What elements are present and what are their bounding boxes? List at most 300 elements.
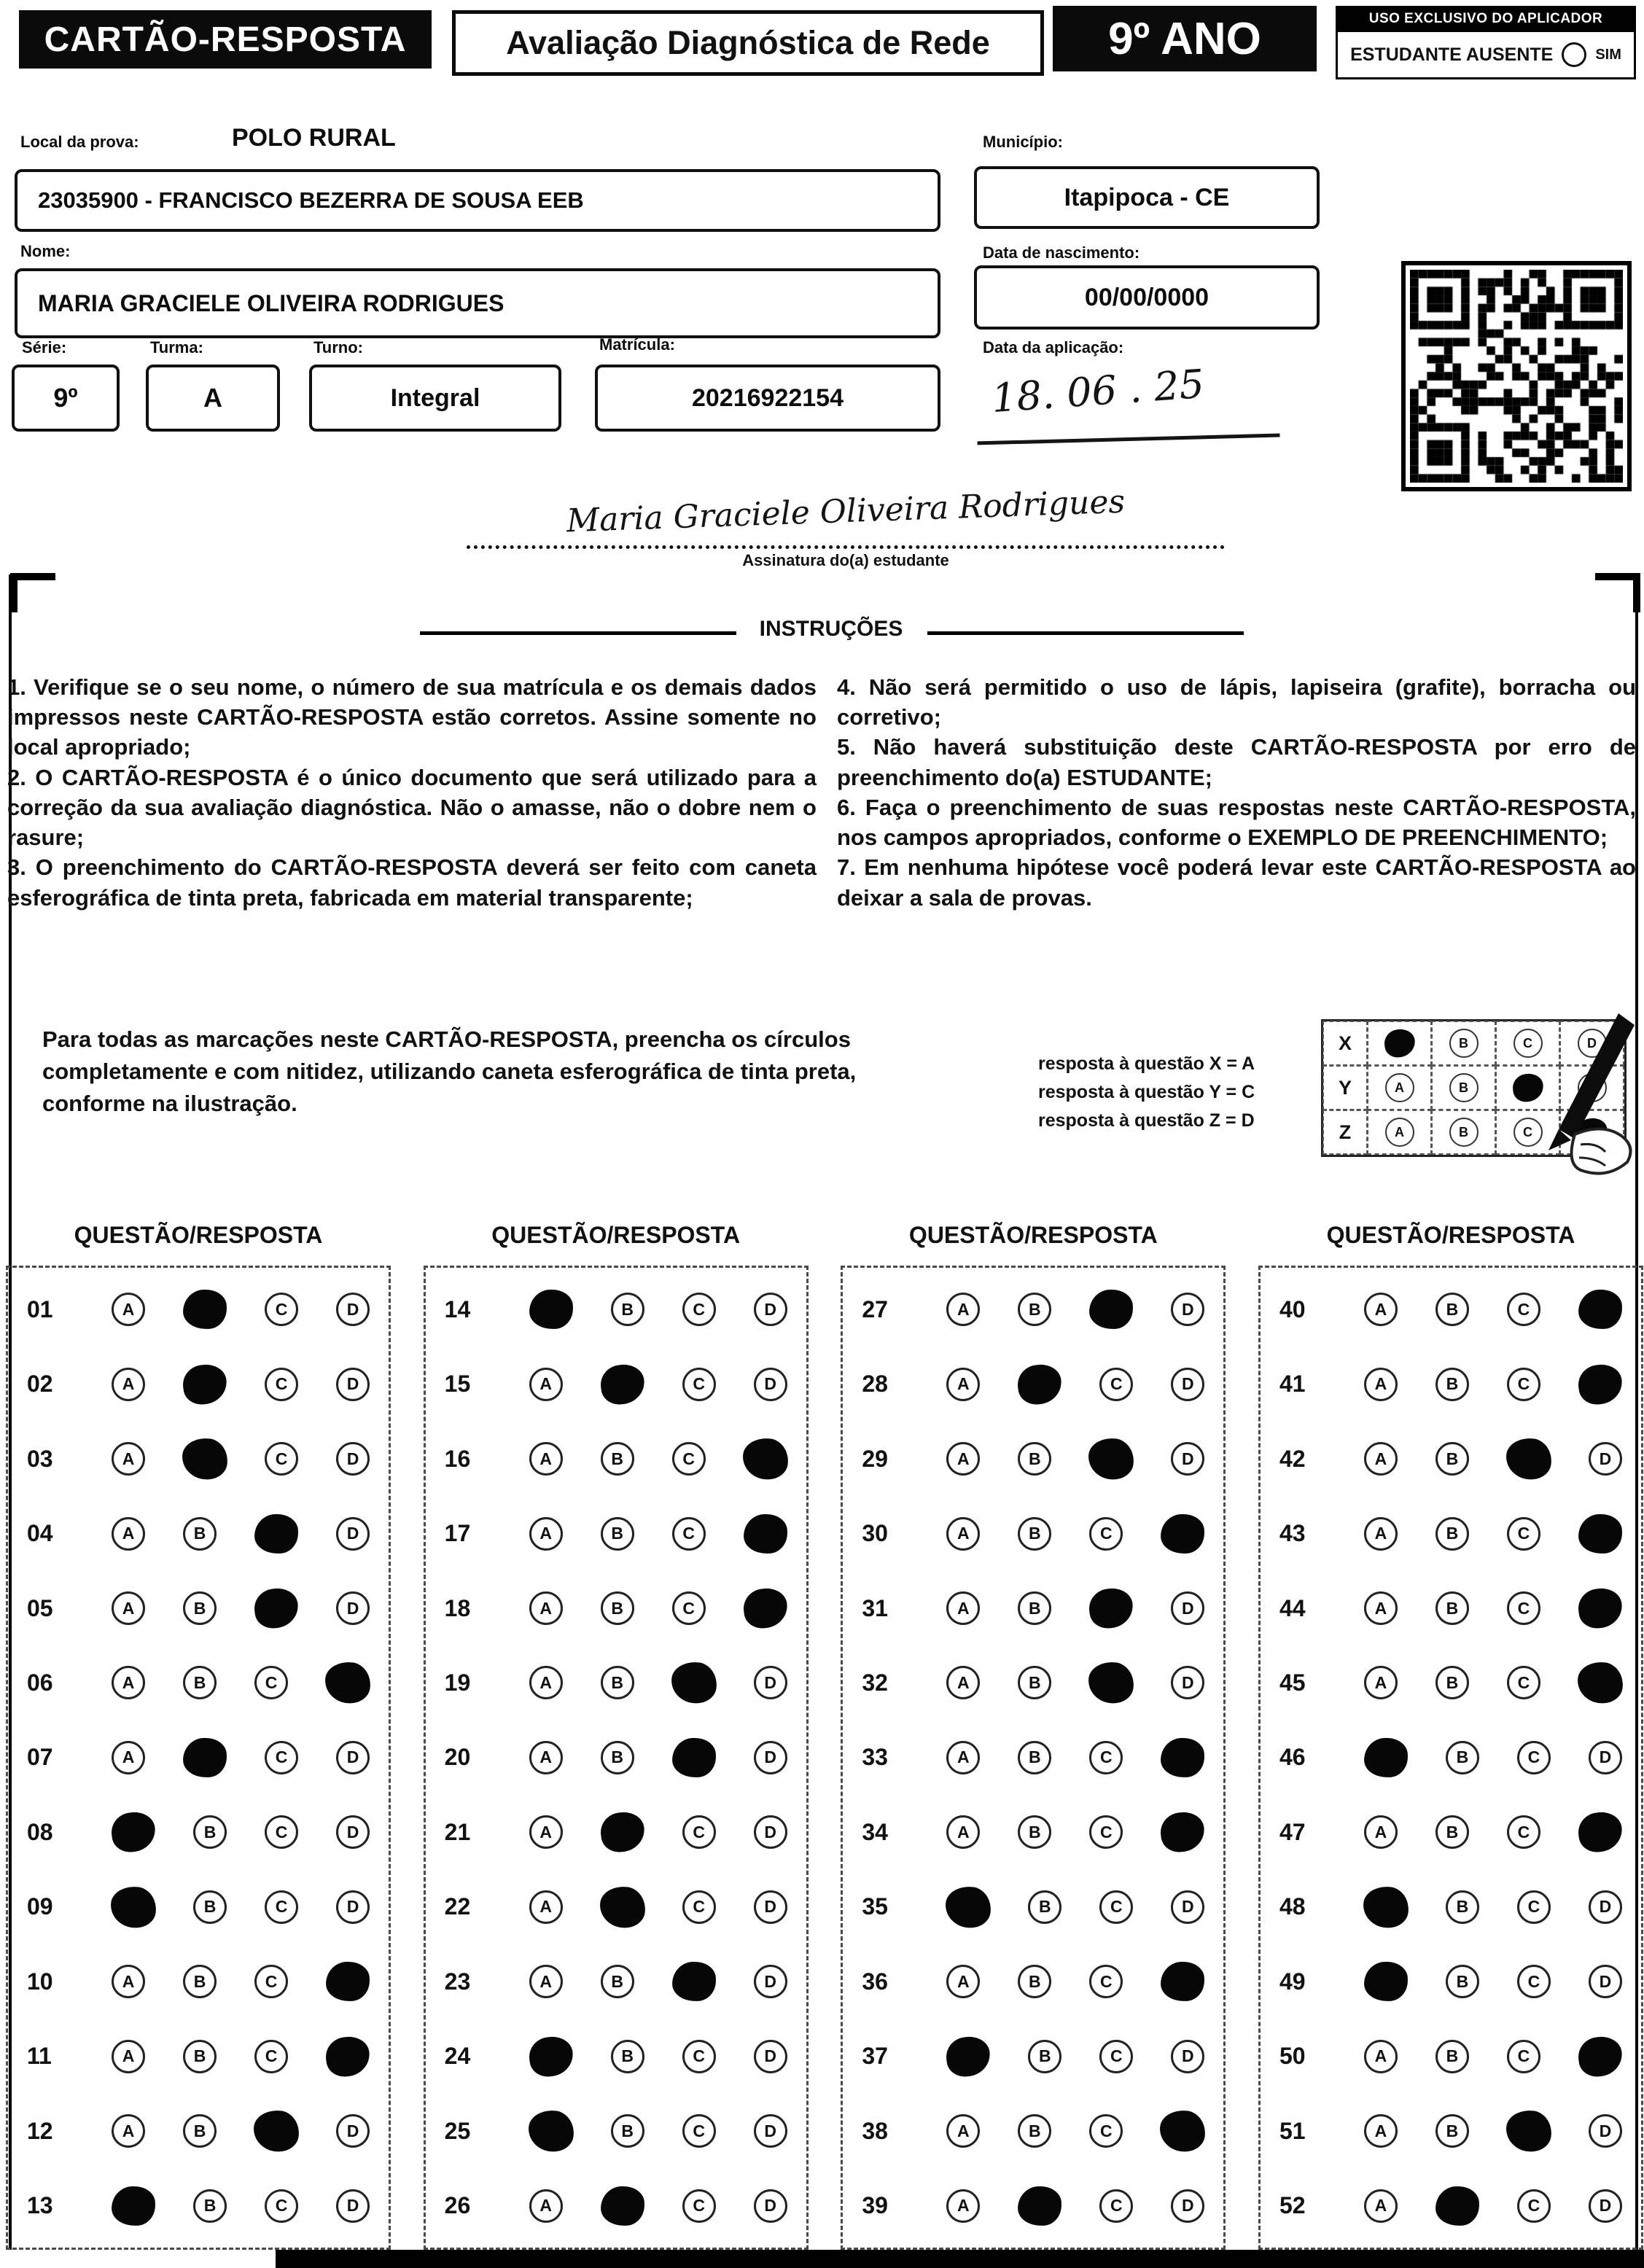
answer-bubble[interactable]: C [1517, 2189, 1551, 2223]
corner-mark-right [1595, 573, 1640, 612]
answer-bubble[interactable]: C [1507, 1517, 1540, 1551]
answer-bubble[interactable]: A [112, 2114, 145, 2148]
answer-bubble[interactable]: A [946, 1591, 980, 1625]
answer-bubble-filled[interactable] [1160, 1737, 1205, 1778]
answer-row [426, 1439, 806, 1478]
answer-bubble[interactable]: D [754, 1741, 787, 1774]
answer-bubble-filled[interactable] [741, 1436, 790, 1481]
answer-bubble[interactable]: A [946, 1442, 980, 1476]
answer-row [1261, 1514, 1641, 1554]
answer-bubble[interactable]: B [183, 2040, 217, 2073]
answer-bubble-filled[interactable] [671, 1737, 717, 1778]
answer-bubble-filled[interactable] [600, 2186, 645, 2226]
answer-bubble[interactable]: A [946, 2114, 980, 2148]
answer-bubble[interactable]: B [611, 2040, 644, 2073]
answer-bubble[interactable]: A [946, 1965, 980, 1998]
answer-bubble[interactable]: C [672, 1517, 706, 1551]
answer-bubble[interactable]: C [1089, 1741, 1123, 1774]
answer-bubble-filled[interactable] [1504, 2108, 1554, 2154]
question-number: 46 [1279, 1744, 1306, 1771]
answer-bubble[interactable]: D [336, 1442, 370, 1476]
answer-row [1261, 1663, 1641, 1702]
answer-bubble-filled[interactable] [529, 1289, 574, 1330]
answer-bubble[interactable]: A [529, 2189, 563, 2223]
answer-row [1261, 1887, 1641, 1927]
answer-bubble-filled[interactable] [1086, 1660, 1136, 1705]
answer-bubble[interactable]: C [1089, 2114, 1123, 2148]
answer-bubble[interactable]: B [1018, 1517, 1051, 1551]
example-bubble: B [1449, 1118, 1479, 1147]
question-number: 07 [27, 1744, 53, 1771]
answer-bubble[interactable]: C [682, 1890, 716, 1924]
answer-bubble[interactable]: A [529, 1666, 563, 1699]
answer-bubble[interactable]: D [1171, 2189, 1204, 2223]
absent-sim-bubble[interactable] [1562, 42, 1586, 67]
exam-title: Avaliação Diagnóstica de Rede [452, 10, 1044, 76]
answer-bubble-filled[interactable] [325, 1961, 370, 2002]
answer-bubble[interactable]: B [183, 1666, 217, 1699]
answer-bubble[interactable]: C [1099, 1368, 1133, 1401]
answer-bubble[interactable]: B [601, 1591, 634, 1625]
instructions-rule-right [927, 631, 1244, 635]
serie-label: Série: [22, 338, 67, 356]
answer-bubble-filled[interactable] [1578, 1289, 1623, 1330]
question-number: 06 [27, 1669, 53, 1696]
answer-bubble-filled[interactable] [323, 1660, 373, 1705]
answer-bubble[interactable]: D [754, 1293, 787, 1326]
answer-bubble[interactable]: D [336, 1368, 370, 1401]
answer-bubble[interactable]: C [254, 1666, 288, 1699]
answer-bubble[interactable]: C [1089, 1815, 1123, 1849]
answer-row [8, 1663, 389, 1702]
question-number: 13 [27, 2192, 53, 2219]
answer-bubble[interactable]: B [1028, 2040, 1061, 2073]
answer-bubble[interactable]: B [1435, 1666, 1469, 1699]
answer-bubble[interactable]: A [1364, 2040, 1398, 2073]
example-bubble: D [1578, 1029, 1607, 1058]
answer-bubble[interactable]: B [183, 1591, 217, 1625]
answer-bubble-filled[interactable] [109, 1885, 158, 1930]
answer-bubble[interactable]: C [682, 1293, 716, 1326]
answer-bubble-filled[interactable] [1363, 1737, 1409, 1778]
answer-bubble-filled[interactable] [1017, 2186, 1062, 2226]
question-number: 08 [27, 1818, 53, 1845]
answer-bubble[interactable]: B [1018, 1591, 1051, 1625]
example-bubble: A [1385, 1118, 1414, 1147]
answer-bubble[interactable]: D [1171, 1591, 1204, 1625]
answer-bubble[interactable]: A [946, 1741, 980, 1774]
signature-handwritten: Maria Graciele Oliveira Rodrigues [566, 483, 1126, 540]
answer-bubble[interactable]: B [1446, 1741, 1479, 1774]
instruction-item: 2. O CARTÃO-RESPOSTA é o único documento que será utilizado para a correção da sua avaliação diagnóstica. Não o amasse, não o dobre nem o rasure; [7, 764, 817, 851]
answer-bubble[interactable]: C [265, 1890, 298, 1924]
question-number: 45 [1279, 1669, 1306, 1696]
answer-bubble[interactable]: D [1589, 1442, 1622, 1476]
answer-bubble[interactable]: C [265, 1368, 298, 1401]
answer-bubble[interactable]: D [1171, 1890, 1204, 1924]
answer-bubble[interactable]: A [1364, 1815, 1398, 1849]
municipio-value: Itapipoca - CE [1064, 183, 1230, 211]
answer-bubble-filled[interactable] [1361, 1885, 1411, 1930]
answer-bubble[interactable]: A [529, 1368, 563, 1401]
answer-bubble[interactable]: B [611, 1293, 644, 1326]
answer-row [426, 1290, 806, 1329]
answer-bubble[interactable]: B [1018, 1666, 1051, 1699]
answer-bubble[interactable]: A [1364, 1442, 1398, 1476]
answer-bubble[interactable]: A [946, 1293, 980, 1326]
answer-bubble[interactable]: A [946, 1368, 980, 1401]
answer-bubble[interactable]: D [754, 1368, 787, 1401]
applicator-panel [1336, 6, 1636, 79]
question-number: 28 [862, 1371, 888, 1398]
answer-bubble[interactable]: B [1435, 2114, 1469, 2148]
answer-bubble[interactable]: D [336, 1293, 370, 1326]
answer-bubble[interactable]: D [336, 1591, 370, 1625]
answer-row [426, 1738, 806, 1777]
answer-bubble[interactable]: C [1089, 1965, 1123, 1998]
answer-bubble[interactable]: B [601, 1442, 634, 1476]
example-row-label: Z [1322, 1110, 1368, 1155]
aplicacao-label: Data da aplicação: [983, 338, 1124, 356]
answer-bubble[interactable]: D [1171, 1666, 1204, 1699]
answer-bubble[interactable]: B [1446, 1890, 1479, 1924]
answer-bubble[interactable]: C [682, 2114, 716, 2148]
answer-bubble-filled[interactable] [252, 1586, 300, 1631]
answer-bubble[interactable]: C [1099, 1890, 1133, 1924]
answer-bubble[interactable]: C [265, 1741, 298, 1774]
answer-row [843, 1962, 1223, 2001]
instructions-right [837, 672, 1636, 913]
answer-bubble[interactable]: C [682, 2040, 716, 2073]
corner-mark-left [10, 573, 55, 612]
answer-bubble[interactable]: B [1435, 2040, 1469, 2073]
answer-bubble[interactable]: D [336, 1890, 370, 1924]
question-number: 36 [862, 1968, 888, 1995]
answer-bubble-filled[interactable] [1086, 1436, 1136, 1481]
answer-bubble-filled[interactable] [1363, 1961, 1409, 2002]
answer-bubble[interactable]: B [1018, 1965, 1051, 1998]
matricula-field [595, 365, 940, 432]
answer-bubble[interactable]: B [601, 1666, 634, 1699]
answer-bubble[interactable]: D [754, 1666, 787, 1699]
answer-bubble-filled[interactable] [109, 1810, 157, 1855]
answer-bubble[interactable]: A [112, 1965, 145, 1998]
answer-bubble-filled[interactable] [1087, 1586, 1135, 1631]
question-number: 34 [862, 1818, 888, 1845]
example-bubble: A [1385, 1073, 1414, 1102]
answer-bubble-filled[interactable] [1576, 1586, 1624, 1631]
example-paragraph: Para todas as marcações neste CARTÃO-RESPOSTA, preencha os círculos completamente e com nitidez, utilizando caneta esferográfica de tinta preta, conforme na ilustração. [42, 1026, 857, 1117]
answer-bubble[interactable]: C [682, 1368, 716, 1401]
answer-bubble[interactable]: C [1507, 1815, 1540, 1849]
question-number: 48 [1279, 1893, 1306, 1920]
answer-bubble[interactable]: A [529, 1965, 563, 1998]
question-number: 24 [444, 2043, 471, 2070]
example-row-label: Y [1322, 1065, 1368, 1110]
answer-bubble[interactable]: A [112, 1591, 145, 1625]
answer-bubble[interactable]: B [183, 2114, 217, 2148]
answer-row [8, 2037, 389, 2076]
answer-bubble[interactable]: D [1171, 1442, 1204, 1476]
answer-bubble[interactable]: A [112, 1666, 145, 1699]
question-number: 18 [444, 1594, 471, 1621]
answer-bubble[interactable]: B [1435, 1815, 1469, 1849]
question-number: 02 [27, 1371, 53, 1398]
answer-bubble[interactable]: B [193, 2189, 227, 2223]
instruction-item: 6. Faça o preenchimento de suas respostas neste CARTÃO-RESPOSTA, nos campos apropriados, conforme o EXEMPLO DE PREENCHIMENTO; [837, 794, 1636, 851]
question-number: 47 [1279, 1818, 1306, 1845]
answer-bubble[interactable]: B [1028, 1890, 1061, 1924]
answer-bubble[interactable]: C [254, 1965, 288, 1998]
answer-bubble-filled[interactable] [181, 1362, 229, 1406]
answer-bubble[interactable]: C [1507, 1591, 1540, 1625]
example-cell [1367, 1110, 1432, 1155]
answer-bubble[interactable]: D [336, 1741, 370, 1774]
answer-bubble[interactable]: A [529, 1815, 563, 1849]
answer-bubble[interactable]: D [1589, 2114, 1622, 2148]
answer-bubble[interactable]: D [754, 1815, 787, 1849]
example-cell [1367, 1021, 1432, 1066]
answer-bubble[interactable]: D [1589, 1965, 1622, 1998]
answer-bubble[interactable]: A [1364, 1591, 1398, 1625]
answer-bubble[interactable]: A [1364, 1517, 1398, 1551]
answer-bubble-filled[interactable] [1576, 2034, 1624, 2078]
local-prova-label: Local da prova: [20, 133, 139, 151]
answer-bubble[interactable]: C [265, 1442, 298, 1476]
nome-label: Nome: [20, 242, 71, 260]
answer-bubble-filled[interactable] [182, 1737, 227, 1778]
example-legend [1038, 1050, 1330, 1134]
instructions-rule-left [420, 631, 736, 635]
answer-bubble[interactable]: A [1364, 1666, 1398, 1699]
answer-bubble[interactable]: C [265, 1293, 298, 1326]
answer-bubble[interactable]: B [1018, 1293, 1051, 1326]
answer-bubble[interactable]: C [1517, 1965, 1551, 1998]
answer-bubble[interactable]: B [601, 1741, 634, 1774]
answer-bubble[interactable]: C [254, 2040, 288, 2073]
answer-bubble-filled[interactable] [943, 1885, 993, 1930]
answer-bubble[interactable]: A [529, 1741, 563, 1774]
answer-box [424, 1266, 809, 2250]
answer-bubble[interactable]: A [946, 1666, 980, 1699]
answer-bubble[interactable]: A [1364, 1293, 1398, 1326]
answer-bubble[interactable]: A [946, 1815, 980, 1849]
example-bubble: B [1449, 1029, 1479, 1058]
answer-row [426, 1962, 806, 2001]
answer-bubble[interactable]: B [1435, 1517, 1469, 1551]
answer-bubble[interactable]: B [193, 1815, 227, 1849]
answer-bubble-filled[interactable] [1158, 1810, 1207, 1855]
matricula-value: 20216922154 [691, 383, 844, 412]
turma-field [146, 365, 280, 432]
answer-bubble[interactable]: C [1099, 2040, 1133, 2073]
answer-row [426, 2037, 806, 2076]
answer-bubble[interactable]: D [754, 2114, 787, 2148]
answer-bubble-filled[interactable] [324, 2034, 372, 2078]
answer-bubble[interactable]: B [183, 1965, 217, 1998]
pen-hand-illustration [1464, 980, 1642, 1184]
answer-bubble[interactable]: C [1517, 1890, 1551, 1924]
answer-bubble[interactable]: A [1364, 1368, 1398, 1401]
answer-bubble[interactable]: B [183, 1517, 217, 1551]
answer-bubble[interactable]: C [265, 1815, 298, 1849]
question-number: 27 [862, 1295, 888, 1322]
answer-bubble[interactable]: A [529, 1591, 563, 1625]
answer-bubble[interactable]: C [1507, 2040, 1540, 2073]
question-number: 01 [27, 1295, 53, 1322]
answer-bubble[interactable]: A [946, 2189, 980, 2223]
answer-bubble-filled[interactable] [1576, 1810, 1624, 1855]
question-number: 31 [862, 1594, 888, 1621]
answer-bubble[interactable]: A [529, 1442, 563, 1476]
answer-bubble-filled[interactable] [1576, 1362, 1624, 1406]
answer-row [1261, 1962, 1641, 2001]
answer-bubble[interactable]: C [265, 2189, 298, 2223]
answer-bubble[interactable]: A [1364, 2114, 1398, 2148]
school-value: 23035900 - FRANCISCO BEZERRA DE SOUSA EEB [38, 187, 584, 213]
answer-bubble-filled[interactable] [1160, 1513, 1205, 1554]
answer-bubble[interactable]: C [1517, 1741, 1551, 1774]
answer-row [8, 1290, 389, 1329]
answer-bubble[interactable]: D [1171, 2040, 1204, 2073]
answer-bubble[interactable]: B [1018, 1741, 1051, 1774]
answer-row [8, 1514, 389, 1554]
answer-row [1261, 1439, 1641, 1478]
answer-bubble-filled[interactable] [1504, 1436, 1554, 1481]
answer-bubble[interactable]: B [1018, 1815, 1051, 1849]
answer-bubble[interactable]: D [1589, 2189, 1622, 2223]
question-number: 50 [1279, 2043, 1306, 2070]
answer-bubble-filled[interactable] [1435, 2186, 1480, 2226]
answer-row [8, 1812, 389, 1852]
answer-bubble-filled[interactable] [1160, 1961, 1205, 2002]
answer-bubble[interactable]: C [1089, 1517, 1123, 1551]
answer-bubble[interactable]: A [112, 1368, 145, 1401]
answer-bubble[interactable]: C [682, 1815, 716, 1849]
answer-bubble[interactable]: B [601, 1517, 634, 1551]
answer-columns [6, 1222, 1643, 2250]
answer-bubble[interactable]: C [672, 1591, 706, 1625]
answer-bubble[interactable]: D [336, 2189, 370, 2223]
answer-bubble-filled[interactable] [741, 1586, 790, 1631]
answer-bubble[interactable]: C [672, 1442, 706, 1476]
answer-bubble[interactable]: D [1589, 1890, 1622, 1924]
answer-bubble[interactable]: B [601, 1965, 634, 1998]
answer-bubble[interactable]: D [754, 2189, 787, 2223]
answer-bubble-filled[interactable] [111, 2186, 156, 2226]
answer-bubble[interactable]: B [1435, 1293, 1469, 1326]
answer-bubble[interactable]: D [1171, 1368, 1204, 1401]
answer-bubble-filled[interactable] [182, 1289, 227, 1330]
answer-bubble-filled[interactable] [1088, 1289, 1134, 1330]
instructions-left [7, 672, 817, 913]
question-number: 51 [1279, 2117, 1306, 2144]
answer-bubble[interactable]: D [336, 2114, 370, 2148]
answer-row [426, 1365, 806, 1404]
instruction-item: 5. Não haverá substituição deste CARTÃO-RESPOSTA por erro de preenchimento do(a) ESTUDANTE; [837, 734, 1636, 790]
answer-bubble[interactable]: A [112, 1293, 145, 1326]
answer-bubble-filled[interactable] [743, 1513, 788, 1554]
answer-bubble[interactable]: C [1507, 1368, 1540, 1401]
answer-bubble-filled[interactable] [252, 2108, 301, 2154]
example-bubble: B [1449, 1073, 1479, 1102]
question-number: 52 [1279, 2192, 1306, 2219]
answer-bubble[interactable]: B [1435, 1368, 1469, 1401]
question-number: 20 [444, 1744, 471, 1771]
answer-bubble[interactable]: A [112, 2040, 145, 2073]
question-number: 39 [862, 2192, 888, 2219]
answer-bubble[interactable]: C [1507, 1666, 1540, 1699]
answer-bubble[interactable]: A [529, 1517, 563, 1551]
answer-bubble[interactable]: D [754, 2040, 787, 2073]
answer-column-header: QUESTÃO/RESPOSTA [491, 1222, 741, 1248]
answer-bubble-filled[interactable] [598, 1885, 647, 1930]
answer-bubble-filled[interactable] [526, 2108, 576, 2154]
answer-bubble[interactable]: D [1171, 1293, 1204, 1326]
answer-bubble-filled[interactable] [599, 1362, 647, 1406]
answer-bubble[interactable]: B [193, 1890, 227, 1924]
question-number: 23 [444, 1968, 471, 1995]
answer-bubble-filled[interactable] [599, 1810, 647, 1855]
answer-bubble[interactable]: A [1364, 2189, 1398, 2223]
question-number: 29 [862, 1445, 888, 1472]
answer-bubble[interactable]: B [1018, 2114, 1051, 2148]
answer-bubble[interactable]: A [946, 1517, 980, 1551]
answer-bubble[interactable]: D [754, 1890, 787, 1924]
answer-bubble[interactable]: D [1589, 1741, 1622, 1774]
answer-bubble[interactable]: D [754, 1965, 787, 1998]
answer-bubble[interactable]: D [336, 1517, 370, 1551]
answer-bubble-filled[interactable] [1016, 1362, 1064, 1406]
nascimento-field [974, 265, 1320, 330]
answer-bubble-filled[interactable] [527, 2034, 575, 2078]
answer-bubble[interactable]: B [1446, 1965, 1479, 1998]
answer-column-header: QUESTÃO/RESPOSTA [908, 1222, 1158, 1248]
answer-bubble[interactable]: A [529, 1890, 563, 1924]
municipio-field [974, 166, 1320, 229]
answer-bubble-filled[interactable] [944, 2034, 992, 2078]
answer-bubble[interactable]: A [112, 1741, 145, 1774]
applicator-bar-title: USO EXCLUSIVO DO APLICADOR [1336, 6, 1636, 32]
answer-bubble[interactable]: A [112, 1517, 145, 1551]
aplicacao-underline [976, 405, 1279, 445]
answer-bubble[interactable]: B [1435, 1591, 1469, 1625]
question-number: 41 [1279, 1371, 1306, 1398]
question-number: 44 [1279, 1594, 1306, 1621]
answer-row [843, 2037, 1223, 2076]
answer-row [1261, 1589, 1641, 1628]
answer-bubble[interactable]: A [112, 1442, 145, 1476]
question-number: 04 [27, 1520, 53, 1547]
answer-bubble-filled[interactable] [254, 1513, 299, 1554]
answer-bubble[interactable]: B [611, 2114, 644, 2148]
answer-bubble-filled[interactable] [180, 1436, 230, 1481]
answer-bubble[interactable]: C [682, 2189, 716, 2223]
answer-bubble[interactable]: B [1435, 1442, 1469, 1476]
answer-bubble[interactable]: C [1507, 1293, 1540, 1326]
answer-bubble-filled[interactable] [669, 1660, 719, 1705]
example-row-label: X [1322, 1021, 1368, 1066]
question-number: 11 [27, 2043, 52, 2070]
answer-bubble-filled[interactable] [1158, 2108, 1207, 2154]
answer-bubble[interactable]: B [1018, 1442, 1051, 1476]
question-number: 19 [444, 1669, 471, 1696]
answer-bubble-filled[interactable] [1578, 1513, 1623, 1554]
answer-bubble[interactable]: C [1099, 2189, 1133, 2223]
answer-bubble[interactable]: D [336, 1815, 370, 1849]
answer-bubble-filled[interactable] [1575, 1660, 1625, 1705]
answer-bubble-filled[interactable] [671, 1961, 717, 2002]
